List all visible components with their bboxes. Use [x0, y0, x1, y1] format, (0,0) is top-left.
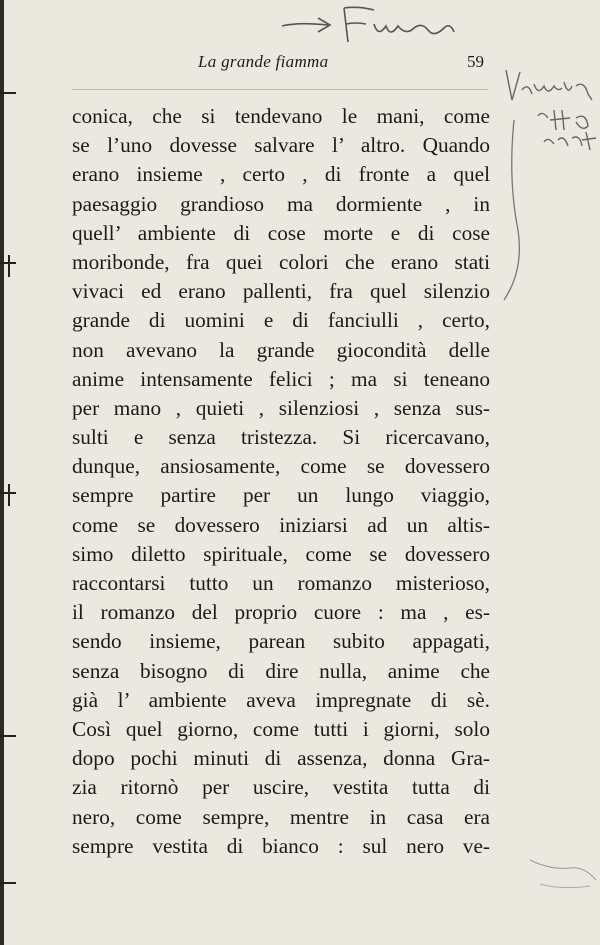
text-line: erano insieme , certo , di fronte a quel — [72, 162, 490, 187]
text-line: sempre vestita di bianco : sul nero ve- — [72, 833, 490, 858]
body-text — [72, 102, 490, 861]
text-line: paesaggio grandioso ma dormiente , in — [72, 191, 490, 216]
text-line: simo diletto spirituale, come se dovessero — [72, 541, 490, 566]
text-line: come se dovessero iniziarsi ad un altis- — [72, 512, 490, 537]
text-line: dunque, ansiosamente, come se dovessero — [72, 454, 490, 479]
page-number: 59 — [467, 52, 484, 71]
text-line: vivaci ed erano pallenti, fra quel silenzio — [72, 279, 490, 304]
text-line: conica, che si tendevano le mani, come — [72, 104, 490, 128]
text-line: moribonde, fra quei colori che erano stati — [72, 249, 490, 274]
text-line: Così quel giorno, come tutti i giorni, solo — [72, 716, 490, 741]
text-line: sempre partire per un lungo viaggio, — [72, 483, 490, 508]
text-line: raccontarsi tutto un romanzo misterioso, — [72, 571, 490, 595]
text-line: nero, come sempre, mentre in casa era — [72, 804, 490, 829]
text-line: grande di uomini e di fanciulli , certo, — [72, 308, 490, 333]
text-line: per mano , quieti , silenziosi , senza sus- — [72, 395, 490, 420]
gutter-mark — [0, 92, 16, 94]
handwritten-margin-note — [498, 60, 600, 310]
gutter-mark — [0, 735, 16, 737]
header-rule — [72, 89, 488, 90]
text-line: sendo insieme, parean subito appagati, — [72, 629, 490, 654]
handwritten-annotation-top — [278, 2, 458, 44]
running-title: La grande fiamma — [198, 52, 329, 71]
text-line: senza bisogno di dire nulla, anime che — [72, 658, 490, 683]
text-line: anime intensamente felici ; ma si teneano — [72, 366, 490, 391]
text-line: sulti e senza tristezza. Si ricercavano, — [72, 425, 490, 450]
gutter-mark — [0, 882, 16, 884]
text-line: dopo pochi minuti di assenza, donna Gra- — [72, 746, 490, 771]
gutter-mark — [8, 484, 10, 506]
text-line: non avevano la grande giocondità delle — [72, 337, 490, 362]
text-line: il romanzo del proprio cuore : ma , es- — [72, 600, 490, 625]
text-line: zia ritornò per uscire, vestita tutta di — [72, 775, 490, 800]
text-line: già l’ ambiente aveva impregnate di sè. — [72, 687, 490, 712]
gutter-mark — [8, 255, 10, 277]
page-gutter-edge — [0, 0, 4, 945]
text-line: se l’uno dovesse salvare l’ altro. Quando — [72, 133, 490, 158]
corner-pencil-mark — [520, 840, 600, 900]
text-line: quell’ ambiente di cose morte e di cose — [72, 220, 490, 245]
